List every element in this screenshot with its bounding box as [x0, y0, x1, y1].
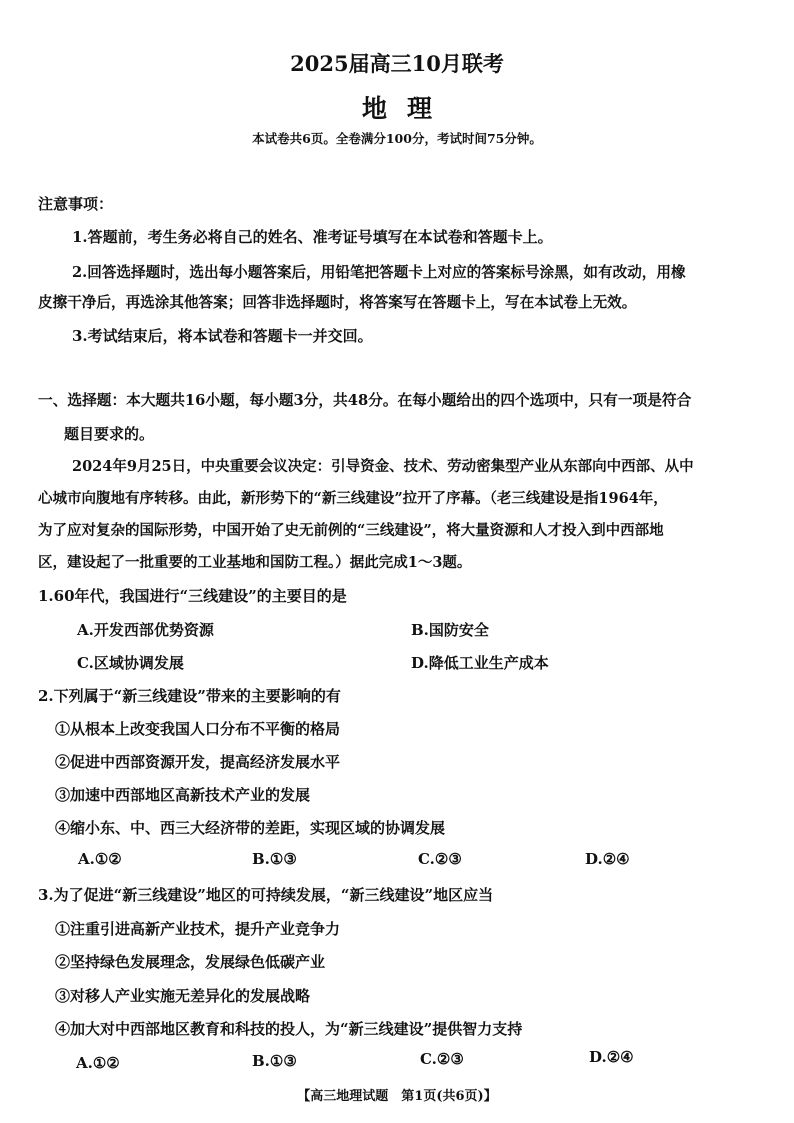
q2-option-d: D.②④	[585, 850, 630, 868]
q3-statement-2: ②坚持绿色发展理念，发展绿色低碳产业	[55, 953, 326, 971]
q2-statement-2: ②促进中西部资源开发，提高经济发展水平	[55, 753, 341, 771]
q3-statement-4: ④加大对中西部地区教育和科技的投人，为“新三线建设”提供智力支持	[55, 1020, 523, 1038]
q2-statement-1: ①从根本上改变我国人口分布不平衡的格局	[55, 720, 341, 738]
q2-statement-4: ④缩小东、中、西三大经济带的差距，实现区域的协调发展	[55, 819, 446, 837]
q1-option-d: D.降低工业生产成本	[411, 654, 549, 672]
q3-option-d: D.②④	[589, 1048, 634, 1066]
q3-option-a: A.①②	[76, 1054, 120, 1072]
q2-stem: 2.下列属于“新三线建设”带来的主要影响的有	[38, 687, 341, 705]
q1-stem: 1.60年代，我国进行“三线建设”的主要目的是	[38, 587, 347, 605]
exam-title: 2025届高三10月联考	[290, 51, 504, 76]
q2-statement-3: ③加速中西部地区高新技术产业的发展	[55, 786, 311, 804]
q2-option-a: A.①②	[78, 850, 122, 868]
q3-statement-3: ③对移人产业实施无差异化的发展战略	[55, 987, 311, 1005]
notice-item-3: 3.考试结束后，将本试卷和答题卡一并交回。	[72, 327, 373, 345]
q1-option-b: B.国防安全	[411, 621, 489, 639]
section-heading-line-1: 一、选择题：本大题共16小题，每小题3分，共48分。在每小题给出的四个选项中，只有一项是符合	[38, 392, 692, 409]
section-heading-line-2: 题目要求的。	[64, 425, 155, 443]
q1-option-a: A.开发西部优势资源	[77, 621, 214, 639]
q2-option-b: B.①③	[252, 850, 297, 868]
notice-item-2-line-2: 皮擦干净后，再选涂其他答案；回答非选择题时，将答案写在答题卡上，写在本试卷上无效。	[38, 294, 637, 311]
exam-info: 本试卷共6页。全卷满分100分，考试时间75分钟。	[252, 131, 542, 146]
notice-item-1: 1.答题前，考生务必将自己的姓名、准考证号填写在本试卷和答题卡上。	[72, 228, 553, 246]
passage-line-4: 区，建设起了一批重要的工业基地和国防工程。）据此完成1～3题。	[38, 554, 472, 571]
passage-line-2: 心城市向腹地有序转移。由此，新形势下的“新三线建设”拉开了序幕。（老三线建设是指1964年，	[38, 490, 668, 507]
subject-title: 地理	[361, 94, 452, 123]
passage-line-1: 2024年9月25日，中央重要会议决定：引导资金、技术、劳动密集型产业从东部向中西部、从中	[72, 458, 694, 475]
q2-option-c: C.②③	[418, 850, 462, 868]
q3-statement-1: ①注重引进高新产业技术，提升产业竞争力	[55, 920, 341, 938]
q1-option-c: C.区域协调发展	[77, 654, 184, 672]
q3-option-b: B.①③	[252, 1052, 297, 1070]
notice-item-2-line-1: 2.回答选择题时，选出每小题答案后，用铅笔把答题卡上对应的答案标号涂黑，如有改动，用橡	[72, 264, 686, 281]
q3-option-c: C.②③	[420, 1050, 464, 1068]
page-footer: 【高三地理试题 第1页(共6页)】	[297, 1089, 497, 1104]
q3-stem: 3.为了促进“新三线建设”地区的可持续发展，“新三线建设”地区应当	[38, 886, 494, 904]
passage-line-3: 为了应对复杂的国际形势，中国开始了史无前例的“三线建设”，将大量资源和人才投入到中西部地	[38, 522, 664, 539]
notice-title: 注意事项：	[38, 195, 114, 213]
